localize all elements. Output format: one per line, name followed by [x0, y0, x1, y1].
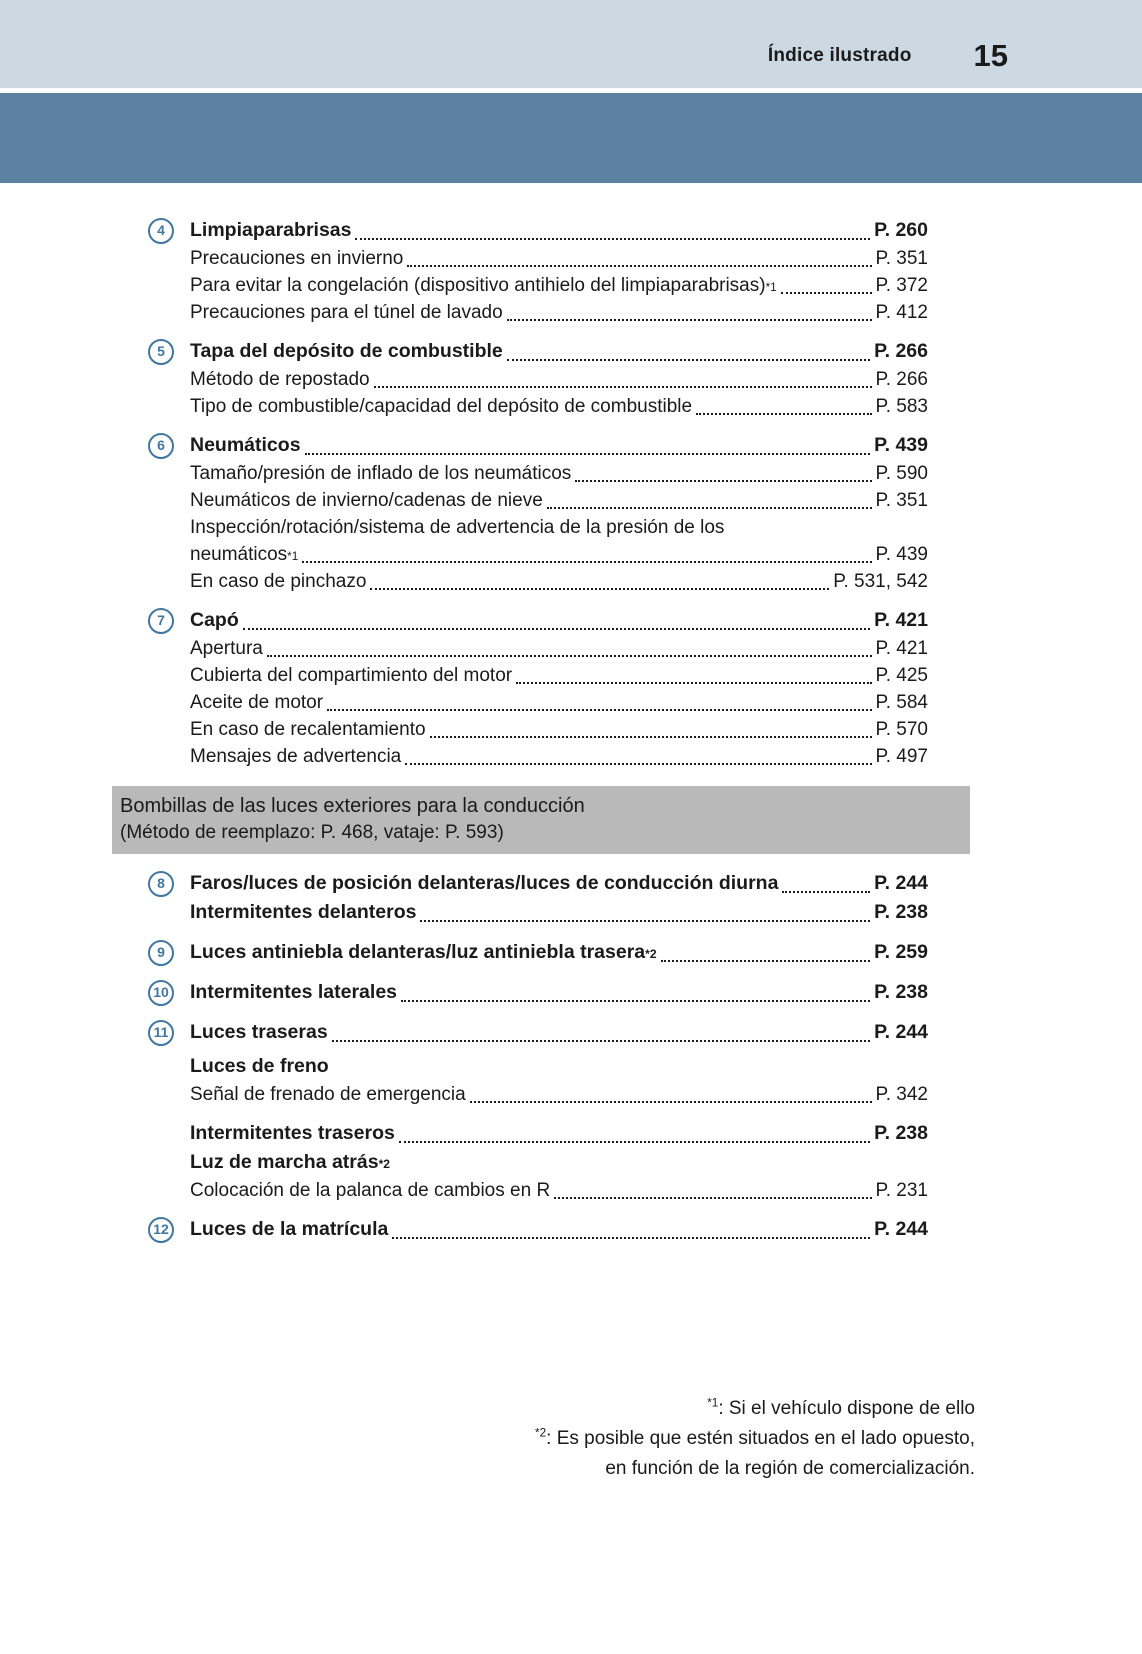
page-reference: P. 421	[875, 638, 928, 659]
toc-row	[148, 431, 928, 460]
entry-label: Tamaño/presión de inflado de los neumáticos	[190, 463, 572, 484]
toc-row: Para evitar la congelación (dispositivo antihielo del limpiaparabrisas) *1 P. 372	[190, 272, 928, 299]
toc-row	[190, 662, 928, 689]
entry-label: Apertura	[190, 638, 263, 659]
entry-label: Limpiaparabrisas	[190, 219, 352, 241]
dot-leader	[374, 366, 872, 393]
page-reference: P. 351	[875, 248, 928, 269]
footnote-text: en función de la región de comercialización.	[605, 1458, 975, 1479]
entry-label: Luces de freno	[190, 1055, 329, 1077]
page-reference: P. 342	[875, 1084, 928, 1105]
dot-leader	[399, 1119, 870, 1148]
page-reference: P. 244	[874, 1218, 928, 1240]
dot-leader	[305, 431, 871, 460]
toc-row	[190, 460, 928, 487]
item-number-badge: 5	[148, 339, 174, 365]
entry-label: Intermitentes laterales	[190, 981, 398, 1003]
page-reference: P. 244	[874, 1021, 928, 1043]
page-reference: P. 259	[874, 941, 928, 963]
toc-row	[190, 1177, 928, 1204]
footnote-2-continued	[0, 1454, 975, 1484]
toc-row	[190, 245, 928, 272]
entry-label: Neumáticos	[190, 434, 301, 456]
toc-row	[190, 487, 928, 514]
entry-label: Cubierta del compartimiento del motor	[190, 665, 513, 686]
dot-leader	[547, 487, 872, 514]
dot-leader	[782, 869, 870, 898]
entry-label: Método de repostado	[190, 369, 370, 390]
entry-label: Tapa del depósito de combustible	[190, 340, 503, 362]
item-number-badge: 6	[148, 433, 174, 459]
dot-leader	[554, 1177, 871, 1204]
entry-label: Inspección/rotación/sistema de advertencia de la presión de los	[190, 517, 725, 538]
toc-row	[190, 514, 928, 541]
dot-leader	[405, 743, 871, 770]
entry-label: Aceite de motor	[190, 692, 324, 713]
page-reference: P. 439	[875, 544, 928, 565]
entry-label: Precauciones para el túnel de lavado	[190, 302, 503, 323]
entry-label: Señal de frenado de emergencia	[190, 1084, 466, 1105]
item-number-badge: 10	[148, 980, 174, 1006]
dot-leader	[302, 541, 871, 568]
dot-leader	[392, 1215, 870, 1244]
toc-content	[0, 183, 1142, 1484]
entry-label: Para evitar la congelación (dispositivo antihielo del limpiaparabrisas)	[190, 275, 766, 296]
toc-row	[190, 568, 928, 595]
dot-leader	[243, 606, 870, 635]
footnote-1	[0, 1394, 975, 1424]
page-reference: P. 231	[875, 1180, 928, 1201]
page-reference: P. 570	[875, 719, 928, 740]
entry-label: En caso de recalentamiento	[190, 719, 426, 740]
page-reference: P. 238	[874, 981, 928, 1003]
toc-row	[148, 337, 928, 366]
page-reference: P. 583	[875, 396, 928, 417]
page-reference: P. 351	[875, 490, 928, 511]
toc-row	[148, 606, 928, 635]
toc-row	[190, 743, 928, 770]
toc-row	[190, 1081, 928, 1108]
dot-leader	[267, 635, 872, 662]
entry-label: neumáticos	[190, 544, 288, 565]
toc-row: 9 Luces antiniebla delanteras/luz antiniebla trasera *2 P. 259	[148, 938, 928, 967]
toc-row	[190, 635, 928, 662]
toc-row	[190, 366, 928, 393]
page-reference: P. 497	[875, 746, 928, 767]
banner-title: Bombillas de las luces exteriores para la conducción	[120, 795, 585, 817]
dot-leader	[332, 1018, 870, 1047]
toc-row	[190, 299, 928, 326]
toc-row	[190, 716, 928, 743]
toc-row	[190, 1052, 928, 1081]
dot-leader	[370, 568, 829, 595]
item-number-badge: 9	[148, 940, 174, 966]
entry-label: Luz de marcha atrás	[190, 1151, 379, 1173]
entry-label: Precauciones en invierno	[190, 248, 404, 269]
dot-leader	[407, 245, 871, 272]
page-reference: P. 412	[875, 302, 928, 323]
page-reference: P. 584	[875, 692, 928, 713]
entry-label: Luces antiniebla delanteras/luz antiniebla trasera	[190, 941, 646, 963]
page-reference: P. 266	[874, 340, 928, 362]
entry-label: Neumáticos de invierno/cadenas de nieve	[190, 490, 543, 511]
page-reference: P. 266	[875, 369, 928, 390]
page-reference: P. 590	[875, 463, 928, 484]
toc-row	[148, 869, 928, 898]
dot-leader	[781, 272, 872, 299]
item-number-badge: 7	[148, 608, 174, 634]
entry-label: Tipo de combustible/capacidad del depósito de combustible	[190, 396, 693, 417]
dot-leader	[430, 716, 872, 743]
dot-leader	[420, 898, 870, 927]
entry-label: Intermitentes delanteros	[190, 901, 417, 923]
item-number-badge: 11	[148, 1020, 174, 1046]
entry-label: Faros/luces de posición delanteras/luces de conducción diurna	[190, 872, 779, 894]
entry-label: Capó	[190, 609, 239, 631]
dot-leader	[507, 337, 870, 366]
page-number: 15	[973, 38, 1008, 73]
footnote-marker: *2	[535, 1426, 547, 1440]
toc-row: Luz de marcha atrás *2	[190, 1148, 928, 1177]
toc-row	[190, 689, 928, 716]
page-reference: P. 531, 542	[833, 571, 928, 592]
footnote-marker: *1	[707, 1396, 719, 1410]
dot-leader	[516, 662, 871, 689]
footnotes	[0, 1394, 975, 1484]
footnote-text: : Si el vehículo dispone de ello	[718, 1398, 975, 1419]
item-number-badge: 4	[148, 218, 174, 244]
dot-leader	[507, 299, 872, 326]
dot-leader	[575, 460, 871, 487]
section-banner	[112, 786, 970, 854]
dot-leader	[661, 938, 871, 967]
dot-leader	[470, 1081, 872, 1108]
entry-label: Mensajes de advertencia	[190, 746, 402, 767]
toc-row	[190, 393, 928, 420]
header-title: Índice ilustrado	[767, 45, 912, 66]
toc-row	[148, 1018, 928, 1047]
entry-label: Luces traseras	[190, 1021, 328, 1043]
banner-subtitle: (Método de reemplazo: P. 468, vataje: P. 593)	[120, 822, 504, 843]
footnote-2	[0, 1424, 975, 1454]
toc-row: neumáticos *1 P. 439	[190, 541, 928, 568]
entry-label: Intermitentes traseros	[190, 1122, 395, 1144]
toc-row	[148, 1215, 928, 1244]
entry-label: Colocación de la palanca de cambios en R	[190, 1180, 551, 1201]
entry-label: En caso de pinchazo	[190, 571, 367, 592]
header-bar	[0, 0, 1142, 88]
decorative-band	[0, 93, 1142, 183]
page-reference: P. 372	[875, 275, 928, 296]
item-number-badge: 12	[148, 1217, 174, 1243]
page-reference: P. 238	[874, 901, 928, 923]
toc-row	[190, 898, 928, 927]
footnote-text: : Es posible que estén situados en el lado opuesto,	[546, 1428, 975, 1449]
toc-row	[190, 1119, 928, 1148]
item-number-badge: 8	[148, 871, 174, 897]
page-reference: P. 439	[874, 434, 928, 456]
page-reference: P. 421	[874, 609, 928, 631]
toc-row	[148, 216, 928, 245]
entry-label: Luces de la matrícula	[190, 1218, 389, 1240]
dot-leader	[355, 216, 870, 245]
dot-leader	[401, 978, 870, 1007]
toc-row	[148, 978, 928, 1007]
page-reference: P. 238	[874, 1122, 928, 1144]
page-reference: P. 244	[874, 872, 928, 894]
page-reference: P. 425	[875, 665, 928, 686]
dot-leader	[696, 393, 871, 420]
dot-leader	[327, 689, 871, 716]
page-reference: P. 260	[874, 219, 928, 241]
